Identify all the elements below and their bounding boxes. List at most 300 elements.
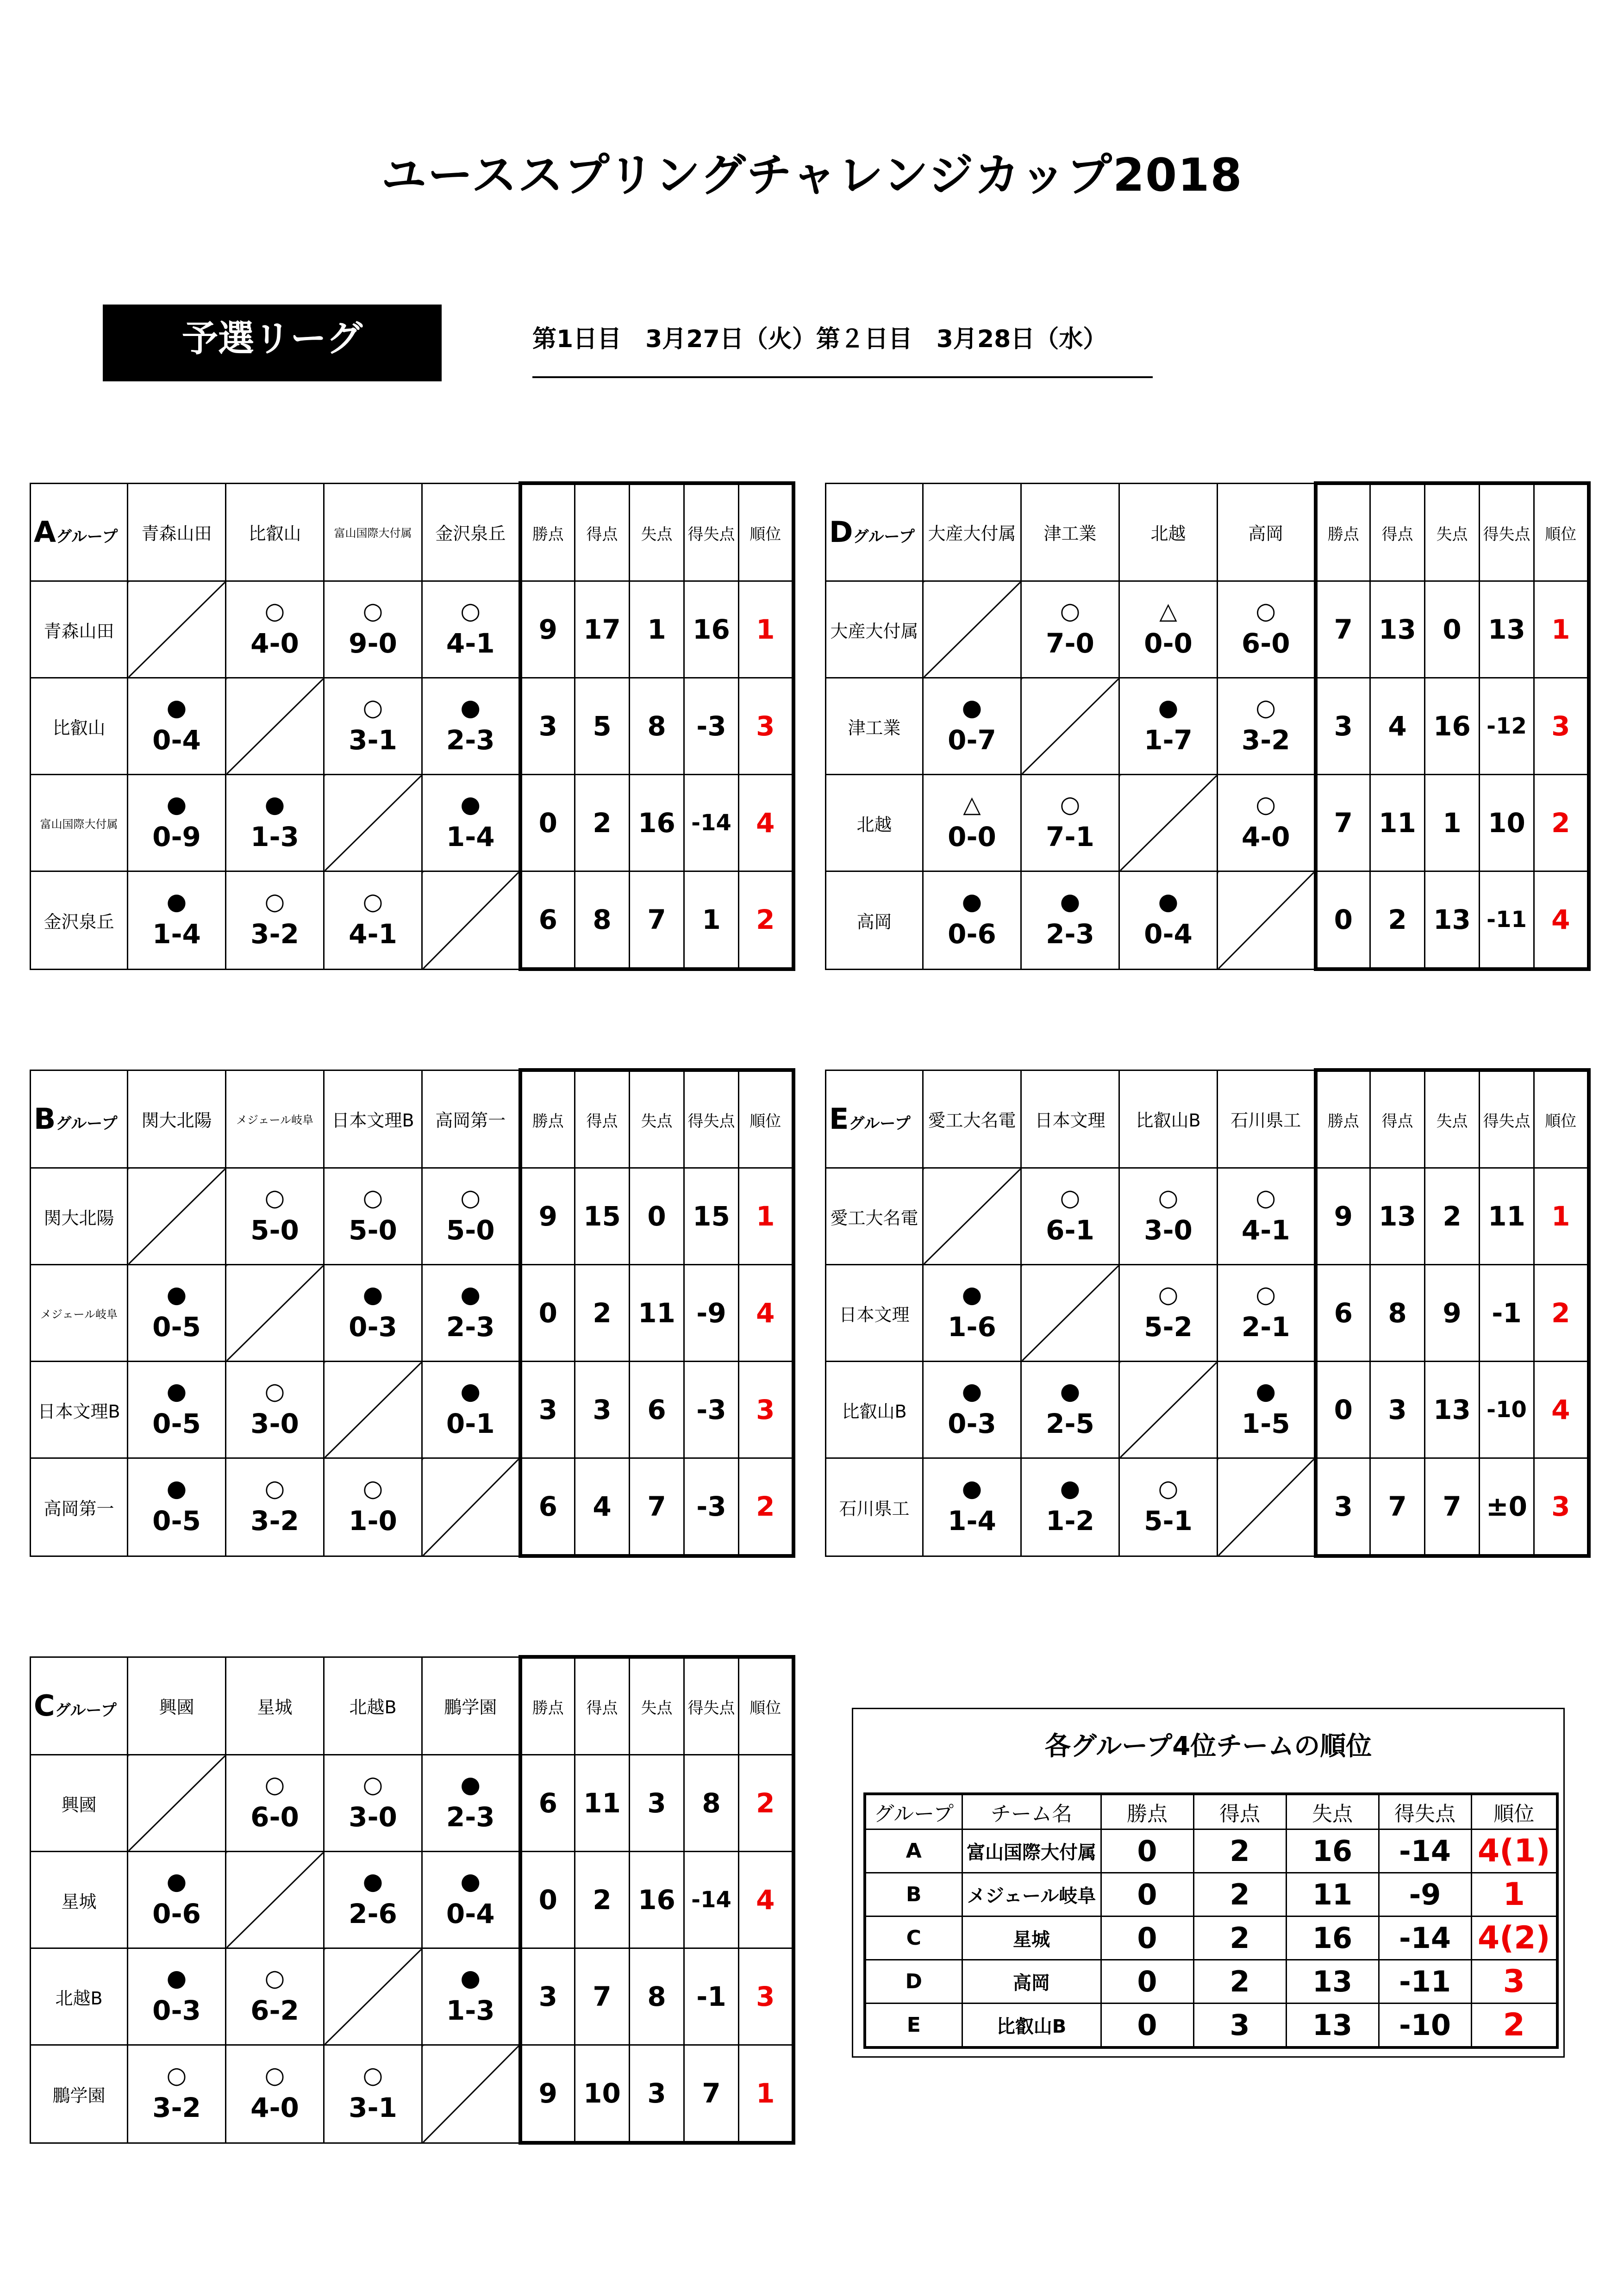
match-score: 1-6 xyxy=(948,1311,996,1343)
column-team-name: 高岡第一 xyxy=(422,1070,520,1168)
result-symbol: ○ xyxy=(1255,597,1276,624)
fourth-place-title: 各グループ4位チームの順位 xyxy=(1044,1731,1372,1761)
match-result-cell xyxy=(324,1458,422,1556)
stat-value: 13 xyxy=(1425,1362,1480,1458)
diagonal-cell xyxy=(422,2045,520,2143)
match-result-cell xyxy=(226,1362,324,1458)
stat-value: 2 xyxy=(1425,1168,1480,1265)
stat-value: 13 xyxy=(1370,581,1425,678)
table-row xyxy=(865,1873,1557,1916)
fourth-place-cell: 0 xyxy=(1101,1873,1193,1916)
row-team-name: 日本文理 xyxy=(826,1265,923,1362)
stat-value: 8 xyxy=(630,678,684,775)
match-result-cell xyxy=(324,1168,422,1265)
result-symbol: ○ xyxy=(362,1184,383,1211)
match-score: 0-3 xyxy=(152,1995,201,2026)
diagonal-cell xyxy=(923,1168,1021,1265)
stat-header: 得失点 xyxy=(684,1657,739,1755)
fourth-place-cell: 1 xyxy=(1471,1873,1557,1916)
rank-value: 1 xyxy=(739,581,793,678)
row-team-name: 関大北陽 xyxy=(31,1168,128,1265)
stat-value: 7 xyxy=(1316,775,1370,871)
stat-value: 3 xyxy=(520,1948,575,2045)
stat-value: 7 xyxy=(630,871,684,970)
match-result-cell xyxy=(923,775,1021,871)
result-symbol: ○ xyxy=(1158,1184,1179,1211)
group-a-table xyxy=(30,481,795,971)
fourth-place-header: 順位 xyxy=(1471,1794,1557,1829)
column-team-name: 星城 xyxy=(226,1657,324,1755)
match-result-cell xyxy=(923,1458,1021,1556)
match-score: 0-5 xyxy=(152,1311,201,1343)
fourth-place-cell: 比叡山B xyxy=(962,2004,1101,2048)
stat-value: -3 xyxy=(684,1362,739,1458)
stat-header: 勝点 xyxy=(1316,483,1370,581)
stat-value: 7 xyxy=(1316,581,1370,678)
stat-value: 7 xyxy=(1370,1458,1425,1556)
match-result-cell xyxy=(422,1948,520,2045)
diagonal-cell xyxy=(226,1852,324,1948)
match-score: 3-0 xyxy=(349,1801,397,1833)
stat-value: -10 xyxy=(1480,1362,1534,1458)
match-score: 0-5 xyxy=(152,1408,201,1439)
match-result-cell xyxy=(422,1852,520,1948)
column-team-name: 興國 xyxy=(128,1657,226,1755)
stat-value: 9 xyxy=(1425,1265,1480,1362)
result-symbol: ● xyxy=(962,1378,982,1405)
table-row xyxy=(31,775,793,871)
match-score: 1-5 xyxy=(1241,1408,1290,1439)
fourth-place-cell: 0 xyxy=(1101,1960,1193,2004)
table-row xyxy=(31,581,793,678)
result-symbol: ○ xyxy=(1158,1281,1179,1308)
table-row xyxy=(31,1755,793,1852)
match-score: 0-5 xyxy=(152,1505,201,1537)
match-score: 9-0 xyxy=(349,628,397,659)
fourth-place-cell: 3 xyxy=(1471,1960,1557,2004)
fourth-place-header: チーム名 xyxy=(962,1794,1101,1829)
result-symbol: ○ xyxy=(1255,1184,1276,1211)
group-letter: B xyxy=(34,1102,56,1136)
match-result-cell xyxy=(422,1265,520,1362)
stat-value: 10 xyxy=(575,2045,630,2143)
match-score: 6-0 xyxy=(250,1801,299,1833)
match-score: 0-1 xyxy=(446,1408,495,1439)
stat-value: 6 xyxy=(1316,1265,1370,1362)
match-result-cell xyxy=(923,1265,1021,1362)
stat-value: 15 xyxy=(575,1168,630,1265)
match-result-cell xyxy=(1021,1168,1119,1265)
stat-value: 13 xyxy=(1425,871,1480,970)
match-result-cell xyxy=(1119,678,1218,775)
rank-value: 4 xyxy=(739,1852,793,1948)
stat-value: -1 xyxy=(1480,1265,1534,1362)
stat-value: 15 xyxy=(684,1168,739,1265)
match-result-cell xyxy=(324,1852,422,1948)
row-team-name: 愛工大名電 xyxy=(826,1168,923,1265)
stat-value: 6 xyxy=(630,1362,684,1458)
stat-value: 2 xyxy=(575,775,630,871)
diagonal-cell xyxy=(1119,1362,1218,1458)
result-symbol: ● xyxy=(460,1378,481,1405)
rank-value: 2 xyxy=(1534,775,1589,871)
match-result-cell xyxy=(1021,871,1119,970)
match-score: 6-0 xyxy=(1241,628,1290,659)
diagonal-cell xyxy=(1021,1265,1119,1362)
stat-header: 得点 xyxy=(1370,1070,1425,1168)
stat-value: 6 xyxy=(520,871,575,970)
result-symbol: ● xyxy=(1158,694,1179,721)
match-result-cell xyxy=(1218,775,1316,871)
diagonal-cell xyxy=(226,678,324,775)
fourth-place-cell: 2 xyxy=(1193,1829,1286,1873)
table-row xyxy=(31,871,793,970)
result-symbol: ● xyxy=(460,1281,481,1308)
match-score: 0-3 xyxy=(349,1311,397,1343)
result-symbol: ○ xyxy=(1060,1184,1081,1211)
table-row xyxy=(31,1948,793,2045)
page-title: ユーススプリングチャレンジカップ2018 xyxy=(381,149,1243,202)
fourth-place-cell: 13 xyxy=(1286,1960,1379,2004)
match-score: 0-0 xyxy=(1144,628,1193,659)
stat-value: 17 xyxy=(575,581,630,678)
result-symbol: ● xyxy=(1060,888,1081,915)
fourth-place-cell: 3 xyxy=(1193,2004,1286,2048)
match-score: 6-1 xyxy=(1046,1214,1094,1246)
diagonal-cell xyxy=(128,1168,226,1265)
result-symbol: ● xyxy=(460,1771,481,1798)
column-team-name: 青森山田 xyxy=(128,483,226,581)
group-label xyxy=(31,483,128,581)
rank-value: 1 xyxy=(1534,1168,1589,1265)
stat-header: 失点 xyxy=(630,483,684,581)
stat-header: 失点 xyxy=(1425,1070,1480,1168)
match-result-cell xyxy=(1021,775,1119,871)
diagonal-cell xyxy=(1218,871,1316,970)
stat-value: -3 xyxy=(684,1458,739,1556)
fourth-place-cell: -14 xyxy=(1379,1829,1471,1873)
match-score: 1-3 xyxy=(446,1995,495,2026)
group-suffix: グループ xyxy=(56,1114,118,1133)
stat-value: -3 xyxy=(684,678,739,775)
stat-value: 5 xyxy=(575,678,630,775)
stat-header: 得点 xyxy=(1370,483,1425,581)
stat-header: 得失点 xyxy=(1480,1070,1534,1168)
fourth-place-header: 得点 xyxy=(1193,1794,1286,1829)
stat-value: 16 xyxy=(630,775,684,871)
group-label xyxy=(826,1070,923,1168)
group-c-table xyxy=(30,1655,795,2145)
column-team-name: 愛工大名電 xyxy=(923,1070,1021,1168)
match-score: 2-3 xyxy=(446,724,495,756)
row-team-name: 日本文理B xyxy=(31,1362,128,1458)
match-result-cell xyxy=(128,678,226,775)
fourth-place-cell: 4(1) xyxy=(1471,1829,1557,1873)
rank-value: 3 xyxy=(1534,1458,1589,1556)
match-result-cell xyxy=(324,678,422,775)
stat-header: 順位 xyxy=(739,1657,793,1755)
result-symbol: ● xyxy=(962,888,982,915)
stat-value: 3 xyxy=(520,1362,575,1458)
table-row xyxy=(826,1168,1589,1265)
match-score: 4-0 xyxy=(250,2092,299,2124)
group-b-table xyxy=(30,1068,795,1558)
fourth-place-cell: 富山国際大付属 xyxy=(962,1829,1101,1873)
match-result-cell xyxy=(226,581,324,678)
stat-value: -12 xyxy=(1480,678,1534,775)
match-result-cell xyxy=(324,1265,422,1362)
diagonal-cell xyxy=(422,871,520,970)
result-symbol: ○ xyxy=(1255,694,1276,721)
stat-header: 得失点 xyxy=(1480,483,1534,581)
result-symbol: ● xyxy=(460,694,481,721)
row-team-name: 大産大付属 xyxy=(826,581,923,678)
stat-value: 6 xyxy=(520,1458,575,1556)
fourth-place-cell: -11 xyxy=(1379,1960,1471,2004)
match-score: 6-2 xyxy=(250,1995,299,2026)
result-symbol: ○ xyxy=(460,1184,481,1211)
fourth-place-header: 得失点 xyxy=(1379,1794,1471,1829)
result-symbol: △ xyxy=(963,791,981,818)
rank-value: 4 xyxy=(1534,1362,1589,1458)
fourth-place-cell: 0 xyxy=(1101,1829,1193,1873)
group-suffix: グループ xyxy=(853,528,915,547)
match-result-cell xyxy=(324,1755,422,1852)
match-result-cell xyxy=(324,2045,422,2143)
stat-header: 勝点 xyxy=(1316,1070,1370,1168)
result-symbol: ○ xyxy=(264,888,285,915)
column-team-name: 津工業 xyxy=(1021,483,1119,581)
match-score: 2-1 xyxy=(1241,1311,1290,1343)
rank-value: 1 xyxy=(739,2045,793,2143)
row-team-name: 青森山田 xyxy=(31,581,128,678)
match-result-cell xyxy=(1218,1168,1316,1265)
match-result-cell xyxy=(422,1168,520,1265)
result-symbol: ○ xyxy=(1158,1475,1179,1502)
table-row xyxy=(826,775,1589,871)
stat-value: 3 xyxy=(520,678,575,775)
match-result-cell xyxy=(1119,1265,1218,1362)
stat-value: 2 xyxy=(1370,871,1425,970)
table-row xyxy=(826,1362,1589,1458)
row-team-name: 津工業 xyxy=(826,678,923,775)
result-symbol: ○ xyxy=(1255,1281,1276,1308)
result-symbol: ○ xyxy=(264,1965,285,1991)
match-score: 1-7 xyxy=(1144,724,1193,756)
result-symbol: ● xyxy=(362,1868,383,1895)
stat-header: 得失点 xyxy=(684,483,739,581)
stat-value: 9 xyxy=(520,581,575,678)
match-result-cell xyxy=(324,871,422,970)
result-symbol: ● xyxy=(460,791,481,818)
fourth-place-cell: 16 xyxy=(1286,1829,1379,1873)
fourth-place-cell: 4(2) xyxy=(1471,1916,1557,1960)
match-result-cell xyxy=(226,1755,324,1852)
stat-value: 0 xyxy=(1316,871,1370,970)
stat-value: 9 xyxy=(520,1168,575,1265)
match-score: 4-0 xyxy=(250,628,299,659)
match-score: 0-7 xyxy=(948,724,996,756)
stat-value: 13 xyxy=(1480,581,1534,678)
match-result-cell xyxy=(226,1168,324,1265)
match-score: 5-0 xyxy=(349,1214,397,1246)
stat-header: 得点 xyxy=(575,1070,630,1168)
rank-value: 2 xyxy=(1534,1265,1589,1362)
column-team-name: 北越B xyxy=(324,1657,422,1755)
rank-value: 4 xyxy=(739,775,793,871)
fourth-place-cell: 13 xyxy=(1286,2004,1379,2048)
match-score: 5-0 xyxy=(250,1214,299,1246)
fourth-place-table xyxy=(863,1792,1559,2049)
match-score: 0-4 xyxy=(446,1898,495,1929)
fourth-place-header: グループ xyxy=(865,1794,962,1829)
stat-value: 11 xyxy=(1370,775,1425,871)
result-symbol: ● xyxy=(1060,1475,1081,1502)
row-team-name: 鵬学園 xyxy=(31,2045,128,2143)
diagonal-cell xyxy=(324,1362,422,1458)
fourth-place-cell: メジェール岐阜 xyxy=(962,1873,1101,1916)
result-symbol: ○ xyxy=(264,1771,285,1798)
stat-value: 13 xyxy=(1370,1168,1425,1265)
fourth-place-cell: -10 xyxy=(1379,2004,1471,2048)
stat-value: 10 xyxy=(1480,775,1534,871)
stat-value: -9 xyxy=(684,1265,739,1362)
match-score: 7-0 xyxy=(1046,628,1094,659)
stat-value: 16 xyxy=(684,581,739,678)
result-symbol: ○ xyxy=(264,2062,285,2089)
stat-value: 8 xyxy=(1370,1265,1425,1362)
stat-value: 0 xyxy=(520,1265,575,1362)
table-row xyxy=(31,1458,793,1556)
fourth-place-cell: D xyxy=(865,1960,962,2004)
match-result-cell xyxy=(1218,1362,1316,1458)
stat-value: 1 xyxy=(1425,775,1480,871)
column-team-name: 高岡 xyxy=(1218,483,1316,581)
match-score: 5-0 xyxy=(446,1214,495,1246)
result-symbol: ● xyxy=(962,1475,982,1502)
result-symbol: ○ xyxy=(264,597,285,624)
stat-value: 0 xyxy=(1425,581,1480,678)
match-result-cell xyxy=(422,678,520,775)
table-row xyxy=(31,1852,793,1948)
group-label xyxy=(826,483,923,581)
column-team-name: 富山国際大付属 xyxy=(324,483,422,581)
result-symbol: ● xyxy=(166,1475,187,1502)
stat-value: 11 xyxy=(1480,1168,1534,1265)
column-team-name: 関大北陽 xyxy=(128,1070,226,1168)
fourth-place-box xyxy=(852,1708,1565,2058)
row-team-name: メジェール岐阜 xyxy=(31,1265,128,1362)
match-score: 1-0 xyxy=(349,1505,397,1537)
rank-value: 3 xyxy=(739,1948,793,2045)
result-symbol: ● xyxy=(166,791,187,818)
match-score: 1-2 xyxy=(1046,1505,1094,1537)
stat-value: 3 xyxy=(1316,1458,1370,1556)
match-score: 2-6 xyxy=(349,1898,397,1929)
fourth-place-header: 勝点 xyxy=(1101,1794,1193,1829)
match-score: 0-4 xyxy=(1144,918,1193,950)
match-score: 7-1 xyxy=(1046,821,1094,852)
stat-value: 1 xyxy=(630,581,684,678)
stat-value: 0 xyxy=(520,1852,575,1948)
match-result-cell xyxy=(324,581,422,678)
stat-value: 8 xyxy=(684,1755,739,1852)
fourth-place-cell: E xyxy=(865,2004,962,2048)
rank-value: 1 xyxy=(1534,581,1589,678)
result-symbol: ○ xyxy=(362,1475,383,1502)
match-score: 2-3 xyxy=(446,1801,495,1833)
fourth-place-header: 失点 xyxy=(1286,1794,1379,1829)
stat-header: 得失点 xyxy=(684,1070,739,1168)
match-score: 3-1 xyxy=(349,724,397,756)
diagonal-cell xyxy=(1119,775,1218,871)
table-row xyxy=(31,1168,793,1265)
match-score: 4-0 xyxy=(1241,821,1290,852)
match-result-cell xyxy=(226,1948,324,2045)
match-result-cell xyxy=(128,871,226,970)
match-result-cell xyxy=(1119,871,1218,970)
rank-value: 2 xyxy=(739,871,793,970)
match-result-cell xyxy=(128,1265,226,1362)
group-letter: A xyxy=(34,515,56,549)
result-symbol: ○ xyxy=(264,1378,285,1405)
match-score: 1-3 xyxy=(250,821,299,852)
match-score: 2-5 xyxy=(1046,1408,1094,1439)
group-letter: C xyxy=(34,1689,55,1723)
match-result-cell xyxy=(226,1458,324,1556)
rank-value: 1 xyxy=(739,1168,793,1265)
fourth-place-cell: 高岡 xyxy=(962,1960,1101,2004)
rank-value: 3 xyxy=(739,1362,793,1458)
stat-value: 3 xyxy=(1316,678,1370,775)
match-score: 3-2 xyxy=(250,918,299,950)
result-symbol: ● xyxy=(460,1868,481,1895)
result-symbol: ○ xyxy=(362,888,383,915)
result-symbol: ● xyxy=(362,1281,383,1308)
match-result-cell xyxy=(128,1458,226,1556)
stat-value: 8 xyxy=(630,1948,684,2045)
diagonal-cell xyxy=(1021,678,1119,775)
match-result-cell xyxy=(923,678,1021,775)
match-result-cell xyxy=(1119,1458,1218,1556)
fourth-place-cell: 0 xyxy=(1101,1916,1193,1960)
schedule-dates: 第1日目 3月27日（火）第２日目 3月28日（水） xyxy=(532,319,1153,378)
match-result-cell xyxy=(1021,581,1119,678)
result-symbol: ○ xyxy=(362,1771,383,1798)
fourth-place-cell: 星城 xyxy=(962,1916,1101,1960)
fourth-place-cell: B xyxy=(865,1873,962,1916)
table-row xyxy=(826,678,1589,775)
group-suffix: グループ xyxy=(849,1114,911,1133)
group-label xyxy=(31,1657,128,1755)
match-result-cell xyxy=(1021,1458,1119,1556)
fourth-place-cell: A xyxy=(865,1829,962,1873)
group-label xyxy=(31,1070,128,1168)
stat-value: 16 xyxy=(630,1852,684,1948)
group-letter: D xyxy=(829,515,853,549)
stat-value: 0 xyxy=(630,1168,684,1265)
match-score: 3-0 xyxy=(1144,1214,1193,1246)
stat-value: 3 xyxy=(1370,1362,1425,1458)
result-symbol: ● xyxy=(1060,1378,1081,1405)
match-result-cell xyxy=(1021,1362,1119,1458)
match-result-cell xyxy=(923,871,1021,970)
stat-value: -1 xyxy=(684,1948,739,2045)
column-team-name: 大産大付属 xyxy=(923,483,1021,581)
group-d-table xyxy=(825,481,1591,971)
match-score: 0-9 xyxy=(152,821,201,852)
diagonal-cell xyxy=(128,1755,226,1852)
